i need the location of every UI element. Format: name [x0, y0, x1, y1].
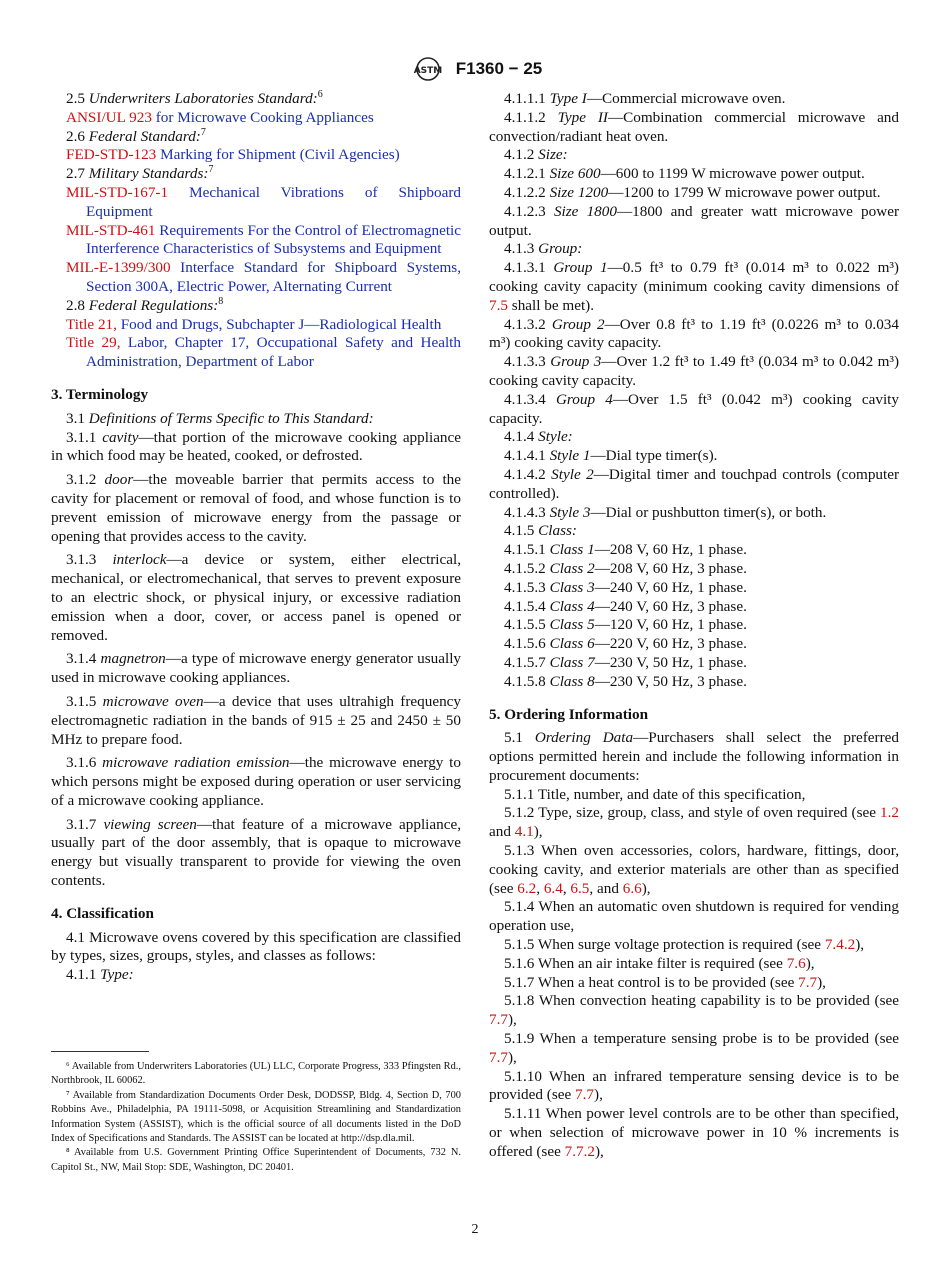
section-2-5: 2.5 Underwriters Laboratories Standard:$^6$ — [66, 88, 323, 107]
section-4-1-3: 4.1.3 Group: — [504, 240, 583, 258]
document-id: F1360 − 25 — [455, 59, 543, 78]
class-4: 4.1.5.4 Class 4—240 V, 60 Hz, 3 phase. — [504, 597, 747, 615]
section-2-6: 2.6 Federal Standard:$^7$ — [66, 126, 206, 145]
link-7-7-2[interactable]: 7.7.2 — [564, 1142, 595, 1160]
size-1800: 4.1.2.3 Size 1800—1800 and greater watt microwave power output. — [489, 202, 900, 239]
section-5-1-9: 5.1.9 When a temperature sensing probe is to be provided (see 7.7), — [489, 1030, 899, 1066]
section-5-1-3: 5.1.3 When oven accessories, colors, hardware, fittings, door, cooking cavity, and exterior materials are other than as specified (see 6.2, 6.4, 6.5, and 6.6), — [489, 842, 899, 897]
section-5-1: 5.1 Ordering Data—Purchasers shall select the preferred options permitted herein and include the following information in procurement documents: — [489, 729, 899, 784]
astm-logo-icon — [408, 56, 448, 82]
page-header — [0, 56, 950, 86]
def-cavity: 3.1.1 cavity—that portion of the microwave cooking appliance in which food may be heated, cooked, or defrosted. — [51, 428, 462, 465]
section-5-1-7: 5.1.7 When a heat control is to be provided (see 7.7), — [504, 973, 826, 991]
link-7-7[interactable]: 7.7 — [798, 973, 818, 991]
link-6-4[interactable]: 6.4 — [543, 879, 563, 897]
group-3: 4.1.3.3 Group 3—Over 1.2 ft³ to 1.49 ft³ (0.034 m³ to 0.042 m³) cooking cavity capacity. — [489, 353, 900, 389]
ref-mil-e-1399: MIL-E-1399/300 Interface Standard for Shipboard Systems, Section 300A, Electric Power, Alternating Current — [66, 259, 461, 295]
style-1: 4.1.4.1 Style 1—Dial type timer(s). — [504, 447, 718, 465]
footnote-divider — [51, 1051, 149, 1052]
link-ansi-ul-923[interactable]: ANSI/UL 923 — [66, 108, 152, 126]
link-7-7[interactable]: 7.7 — [575, 1086, 595, 1104]
class-1: 4.1.5.1 Class 1—208 V, 60 Hz, 1 phase. — [504, 541, 747, 559]
section-5-1-4: 5.1.4 When an automatic oven shutdown is required for vending operation use, — [489, 898, 899, 935]
svg-text:ASTM: ASTM — [413, 66, 443, 76]
heading-classification: 4. Classification — [51, 904, 154, 922]
section-3-1: 3.1 Definitions of Terms Specific to This Standard: — [66, 409, 374, 427]
class-8: 4.1.5.8 Class 8—230 V, 50 Hz, 3 phase. — [504, 672, 747, 690]
type-1: 4.1.1.1 Type I—Commercial microwave oven. — [504, 90, 786, 107]
ref-ansi-ul-923: ANSI/UL 923 for Microwave Cooking Appliances — [66, 108, 374, 126]
size-1200: 4.1.2.2 Size 1200—1200 to 1799 W microwave power output. — [504, 183, 881, 201]
ref-mil-std-167: MIL-STD-167-1 Mechanical Vibrations of Shipboard Equipment — [66, 183, 461, 220]
link-1-2[interactable]: 1.2 — [880, 804, 899, 822]
footnotes — [51, 1060, 461, 1175]
link-mil-e-1399[interactable]: MIL-E-1399/300 — [66, 259, 171, 277]
link-fed-std-123[interactable]: FED-STD-123 — [66, 146, 157, 164]
section-2-8: 2.8 Federal Regulations:$^8$ — [66, 295, 224, 314]
def-viewing-screen: 3.1.7 viewing screen—that feature of a microwave appliance, usually part of the door assembly, that is opaque to microwave energy but visually transparent to provide for viewing the oven contents. — [51, 815, 462, 890]
def-interlock: 3.1.3 interlock—a device or system, either electrical, mechanical, or electromechanical, that serves to prevent exposure to an electric shock, or physical injury, or excessive radiation emission when a door, cover, or access panel is opened or removed. — [51, 551, 461, 644]
section-4-1-5: 4.1.5 Class: — [504, 522, 577, 540]
class-2: 4.1.5.2 Class 2—208 V, 60 Hz, 3 phase. — [504, 559, 747, 577]
section-4-1: 4.1 Microwave ovens covered by this specification are classified by types, sizes, groups, styles, and classes as follows: — [51, 928, 461, 965]
def-door: 3.1.2 door—the moveable barrier that permits access to the cavity for placement or removal of food, and whose function is to prevent emission of microwave energy from the passage or opening that provides access to the cavity. — [51, 471, 462, 545]
section-5-1-8: 5.1.8 When convection heating capability is to be provided (see 7.7), — [489, 992, 899, 1029]
group-4: 4.1.3.4 Group 4—Over 1.5 ft³ (0.042 m³) cooking cavity capacity. — [489, 390, 899, 427]
link-6-6[interactable]: 6.6 — [622, 879, 642, 897]
ref-title-29: Title 29, Labor, Chapter 17, Occupational Safety and Health Administration, Department of Labor — [66, 334, 461, 371]
link-mil-std-461[interactable]: MIL-STD-461 — [66, 221, 156, 239]
class-5: 4.1.5.5 Class 5—120 V, 60 Hz, 1 phase. — [504, 616, 747, 634]
section-5-1-5: 5.1.5 When surge voltage protection is required (see 7.4.2), — [504, 936, 865, 954]
ref-mil-std-461: MIL-STD-461 Requirements For the Control of Electromagnetic Interference Characteristics of Subsystems and Equipment — [66, 221, 461, 258]
def-radiation-emission: 3.1.6 microwave radiation emission—the microwave energy to which persons might be exposed during operation or user servicing of a microwave cooking appliance. — [51, 754, 461, 809]
footnote-8: ⁸ Available from U.S. Government Printing Office Superintendent of Documents, 732 N. Capitol St., NW, Mail Stop: SDE, Washington, DC 20401. — [51, 1147, 461, 1173]
section-4-1-1: 4.1.1 Type: — [66, 966, 134, 984]
section-5-1-11: 5.1.11 When power level controls are to be other than specified, or when selection of microwave power in 10 % increments is offered (see 7.7.2), — [489, 1105, 899, 1160]
link-7-7[interactable]: 7.7 — [489, 1048, 508, 1066]
link-title-29[interactable]: Title 29, — [66, 334, 121, 352]
link-7-7[interactable]: 7.7 — [489, 1011, 508, 1029]
link-7-4-2[interactable]: 7.4.2 — [824, 936, 856, 954]
section-4-1-2: 4.1.2 Size: — [504, 146, 568, 164]
heading-terminology: 3. Terminology — [51, 385, 149, 403]
link-7-5[interactable]: 7.5 — [489, 296, 508, 314]
class-7: 4.1.5.7 Class 7—230 V, 50 Hz, 1 phase. — [504, 653, 747, 671]
left-column — [51, 90, 461, 985]
class-3: 4.1.5.3 Class 3—240 V, 60 Hz, 1 phase. — [504, 578, 747, 596]
right-column — [489, 90, 899, 1162]
section-2-7: 2.7 Military Standards:$^7$ — [66, 164, 214, 183]
ref-title-21: Title 21, Food and Drugs, Subchapter J—Radiological Health — [66, 315, 442, 333]
link-4-1[interactable]: 4.1 — [514, 823, 534, 841]
style-2: 4.1.4.2 Style 2—Digital timer and touchpad controls (computer controlled). — [489, 465, 900, 502]
def-microwave-oven: 3.1.5 microwave oven—a device that uses ultrahigh frequency electromagnetic radiation in the bands of 915 ± 25 and 2450 ± 50 MHz to prepare food. — [51, 692, 461, 748]
section-5-1-6: 5.1.6 When an air intake filter is required (see 7.6), — [504, 954, 815, 972]
section-5-1-2: 5.1.2 Type, size, group, class, and style of oven required (see 1.2 and 4.1), — [489, 804, 899, 841]
page-number: 2 — [471, 1222, 479, 1237]
section-5-1-10: 5.1.10 When an infrared temperature sensing device is to be provided (see 7.7), — [489, 1067, 899, 1104]
group-2: 4.1.3.2 Group 2—Over 0.8 ft³ to 1.19 ft³ (0.0226 m³ to 0.034 m³) cooking cavity capacity. — [489, 315, 899, 352]
ref-fed-std-123: FED-STD-123 Marking for Shipment (Civil Agencies) — [66, 146, 400, 164]
footnote-7: ⁷ Available from Standardization Documents Order Desk, DODSSP, Bldg. 4, Section D, 700 Robbins Ave., Philadelphia, PA 19111-5098, or Acquisition Streamlining and Standardization Information System (ASSIST), which is the official source of all documents listed in the DoD Index of Specifications and Standards. The ASSIST can be located at http://dsp.dla.mil. — [51, 1089, 461, 1145]
section-4-1-4: 4.1.4 Style: — [504, 428, 573, 446]
link-7-6[interactable]: 7.6 — [786, 954, 806, 972]
class-6: 4.1.5.6 Class 6—220 V, 60 Hz, 3 phase. — [504, 635, 747, 653]
link-title-21[interactable]: Title 21, — [66, 315, 117, 333]
style-3: 4.1.4.3 Style 3—Dial or pushbutton timer(s), or both. — [504, 503, 827, 521]
group-1: 4.1.3.1 Group 1—0.5 ft³ to 0.79 ft³ (0.014 m³ to 0.022 m³) cooking cavity capacity (minimum cooking cavity dimensions of 7.5 shall be met). — [489, 259, 899, 314]
link-mil-std-167[interactable]: MIL-STD-167-1 — [66, 183, 169, 201]
link-6-5[interactable]: 6.5 — [570, 879, 590, 897]
footnote-6: ⁶ Available from Underwriters Laboratories (UL) LLC, Corporate Progress, 333 Pfingsten Rd., Northbrook, IL 60062. — [51, 1061, 461, 1087]
type-2: 4.1.1.2 Type II—Combination commercial microwave and convection/radiant heat oven. — [489, 108, 899, 145]
link-6-2[interactable]: 6.2 — [517, 879, 537, 897]
size-600: 4.1.2.1 Size 600—600 to 1199 W microwave power output. — [504, 165, 865, 183]
section-5-1-1: 5.1.1 Title, number, and date of this specification, — [504, 785, 806, 803]
heading-ordering-information: 5. Ordering Information — [489, 705, 649, 723]
def-magnetron: 3.1.4 magnetron—a type of microwave energy generator usually used in microwave cooking appliances. — [51, 650, 462, 687]
